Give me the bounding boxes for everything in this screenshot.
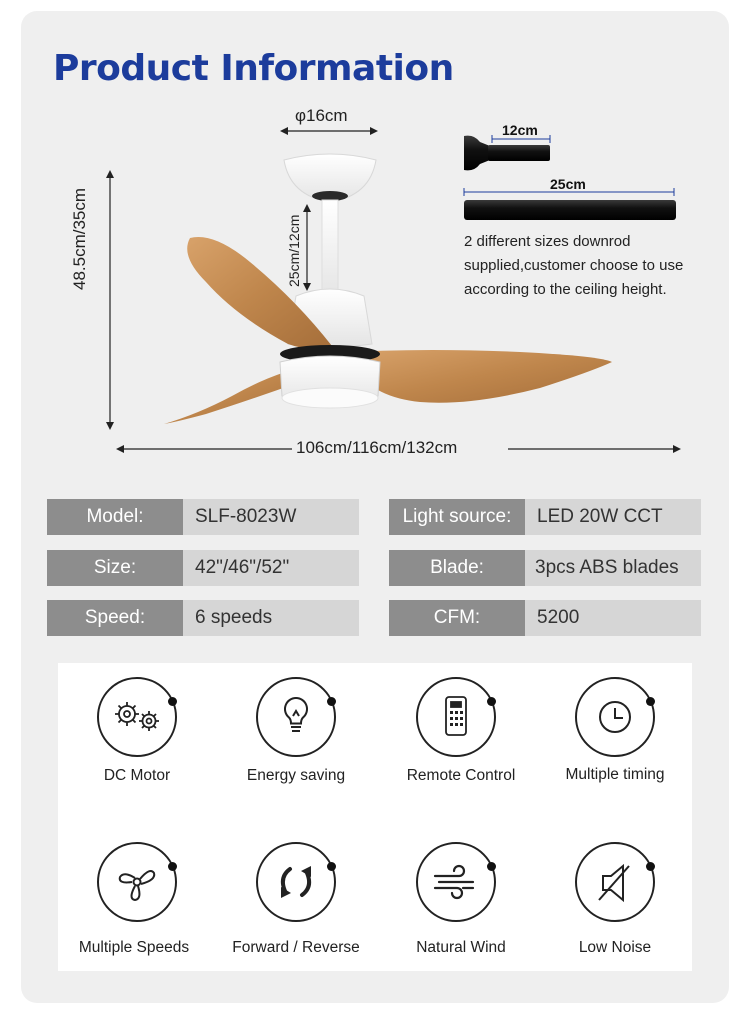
- feature-label: Energy saving: [246, 767, 346, 784]
- spec-value: 6 speeds: [183, 600, 359, 636]
- downrod-description-line: according to the ceiling height.: [464, 281, 667, 298]
- spec-value: 3pcs ABS blades: [525, 550, 701, 586]
- feature-label: Multiple timing: [565, 766, 665, 783]
- spec-key: Blade:: [389, 550, 525, 586]
- spec-key: CFM:: [389, 600, 525, 636]
- badge-dot: [646, 862, 655, 871]
- feature-label: Forward / Reverse: [232, 939, 360, 956]
- spec-key: Size:: [47, 550, 183, 586]
- badge-dot: [487, 697, 496, 706]
- spec-row-speed: [47, 600, 359, 636]
- canopy-diameter-label: φ16cm: [295, 106, 348, 125]
- badge-dot: [487, 862, 496, 871]
- page-title: Product Information: [53, 48, 454, 89]
- badge-dot: [168, 697, 177, 706]
- downrod-description-line: 2 different sizes downrod: [464, 233, 631, 250]
- spec-key: Light source:: [389, 499, 525, 535]
- feature-label: Multiple Speeds: [78, 939, 190, 956]
- canopy-width-arrow: [280, 127, 378, 135]
- short-rod-label: 12cm: [502, 122, 538, 138]
- span-label: 106cm/116cm/132cm: [296, 438, 458, 457]
- spec-row-cfm: [389, 600, 701, 636]
- lightbulb-icon: [276, 692, 316, 742]
- spec-value: LED 20W CCT: [525, 499, 701, 535]
- mute-speaker-icon: [595, 860, 635, 906]
- reverse-arrows-icon: [271, 857, 321, 907]
- wind-icon: [431, 862, 481, 902]
- downrod-description-line: supplied,customer choose to use: [464, 257, 684, 274]
- spec-value: 42"/46"/52": [183, 550, 359, 586]
- clock-icon: [595, 697, 635, 737]
- spec-row-blade: [389, 550, 701, 586]
- badge-dot: [646, 697, 655, 706]
- feature-label: DC Motor: [103, 767, 171, 784]
- badge-dot: [327, 862, 336, 871]
- height-label: 48.5cm/35cm: [70, 187, 89, 290]
- feature-label: Low Noise: [578, 939, 652, 956]
- badge-dot: [168, 862, 177, 871]
- short-downrod: [464, 135, 550, 170]
- height-arrow: [106, 170, 114, 430]
- spec-row-model: [47, 499, 359, 535]
- fan-icon: [112, 857, 162, 907]
- gears-icon: [107, 697, 167, 737]
- long-downrod: [464, 188, 676, 220]
- spec-value: 5200: [525, 600, 701, 636]
- spec-value: SLF-8023W: [183, 499, 359, 535]
- feature-label: Remote Control: [406, 767, 516, 784]
- spec-key: Speed:: [47, 600, 183, 636]
- feature-label: Natural Wind: [416, 939, 506, 956]
- spec-row-size: [47, 550, 359, 586]
- badge-dot: [327, 697, 336, 706]
- remote-icon: [440, 695, 472, 739]
- downrod-description: [464, 230, 734, 302]
- spec-key: Model:: [47, 499, 183, 535]
- downrod-arrow: [303, 204, 311, 291]
- spec-row-light-source: [389, 499, 701, 535]
- long-rod-label: 25cm: [550, 176, 586, 192]
- downrod-length-label: 25cm/12cm: [286, 214, 302, 287]
